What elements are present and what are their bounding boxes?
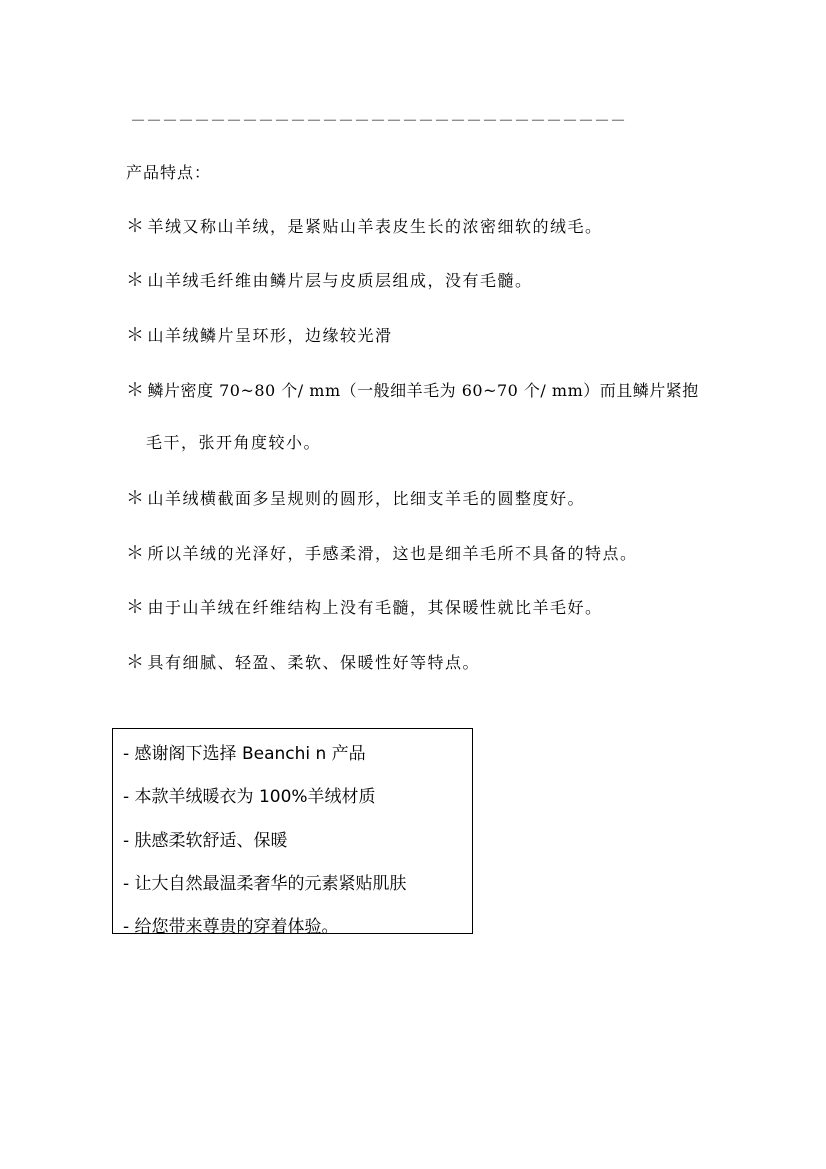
star-bullet-icon: ＊: [126, 270, 146, 291]
feature-text: 具有细腻、轻盈、柔软、保暖性好等特点。: [147, 653, 481, 672]
feature-line: [126, 648, 480, 674]
star-bullet-icon: ＊: [126, 488, 146, 509]
feature-text: 毛干，张开角度较小。: [146, 433, 322, 452]
box-line: - 感谢阁下选择 Beanchi n 产品: [123, 744, 366, 764]
box-line: - 让大自然最温柔奢华的元素紧贴肌肤: [123, 874, 407, 894]
feature-line: [126, 539, 638, 565]
feature-continuation: [146, 430, 321, 453]
feature-text: 山羊绒横截面多呈规则的圆形，比细支羊毛的圆整度好。: [147, 489, 586, 508]
star-bullet-icon: ＊: [126, 325, 146, 346]
feature-text: 羊绒又称山羊绒，是紧贴山羊表皮生长的浓密细软的绒毛。: [147, 217, 603, 236]
box-line: - 本款羊绒暖衣为 100%羊绒材质: [123, 787, 376, 807]
section-title: 产品特点：: [126, 163, 212, 182]
dashed-divider: －－－－－－－－－－－－－－－－－－－－－－－－－－－－－－－: [130, 111, 627, 130]
feature-line: [126, 484, 585, 510]
feature-line: [126, 321, 393, 347]
feature-text: 山羊绒毛纤维由鳞片层与皮质层组成，没有毛髓。: [147, 271, 533, 290]
feature-line: [126, 212, 603, 238]
feature-text: 鳞片密度 70~80 个/ mm（一般细羊毛为 60~70 个/ mm）而且鳞片紧抱: [147, 381, 699, 400]
box-line: - 肤感柔软舒适、保暖: [123, 831, 288, 851]
feature-text: 山羊绒鳞片呈环形，边缘较光滑: [147, 326, 393, 345]
feature-line: [126, 376, 699, 402]
feature-line: [126, 593, 603, 619]
star-bullet-icon: ＊: [126, 216, 146, 237]
star-bullet-icon: ＊: [126, 597, 146, 618]
feature-text: 由于山羊绒在纤维结构上没有毛髓，其保暖性就比羊毛好。: [147, 598, 603, 617]
box-line: - 给您带来尊贵的穿着体验。: [123, 917, 339, 937]
star-bullet-icon: ＊: [126, 380, 146, 401]
star-bullet-icon: ＊: [126, 652, 146, 673]
product-message-box: [112, 728, 473, 937]
feature-text: 所以羊绒的光泽好，手感柔滑，这也是细羊毛所不具备的特点。: [147, 544, 638, 563]
star-bullet-icon: ＊: [126, 543, 146, 564]
feature-line: [126, 266, 533, 292]
